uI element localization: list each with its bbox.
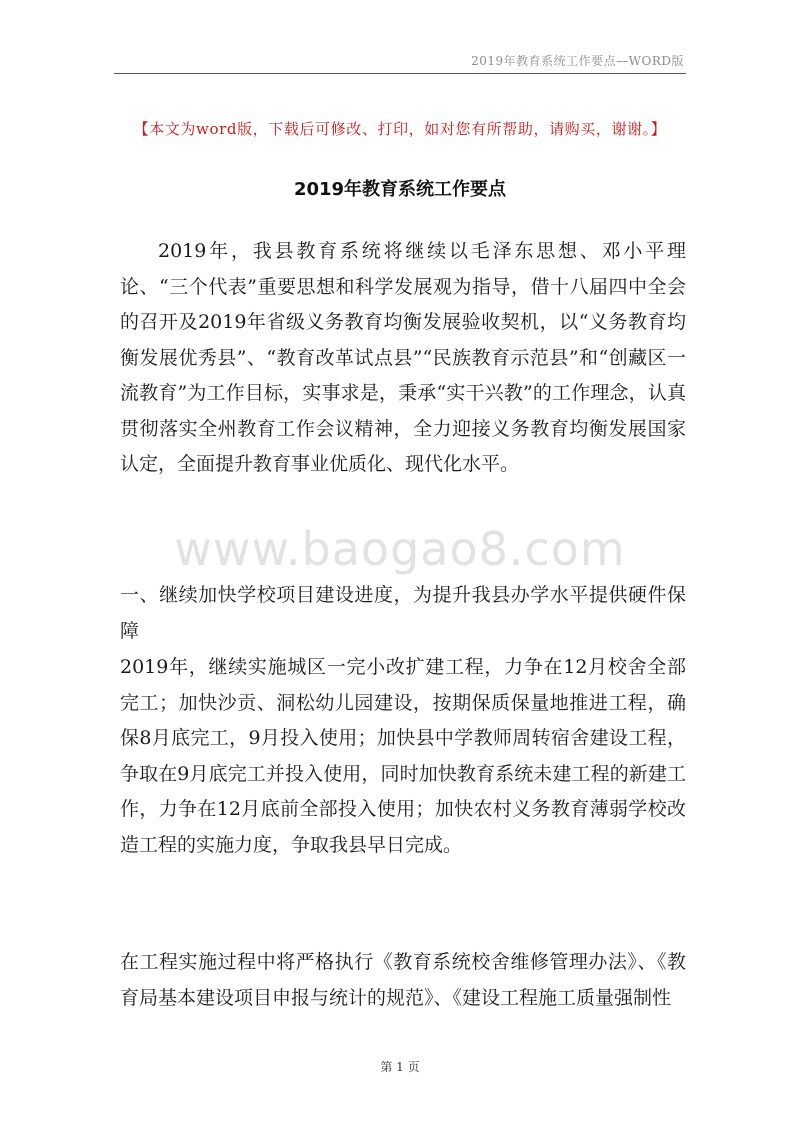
purchase-notice: 【本文为word版，下载后可修改、打印，如对您有所帮助，请购买，谢谢。】 [133,120,667,138]
document-title: 2019年教育系统工作要点 [293,179,507,200]
intro-paragraph: 2019年，我县教育系统将继续以毛泽东思想、邓小平理论、“三个代表”重要思想和科学发展观为指导，借十八届四中全会的召开及2019年省级义务教育均衡发展验收契机，以“义务教育均衡发展优秀县”、“教育改革试点县”“民族教育示范县”和“创藏区一流教育”为工作目标，实事求是，秉承“实干兴教”的工作理念，认真贯彻落实全州教育工作会议精神，全力迎接义务教育均衡发展国家认定，全面提升教育事业优质化、现代化水平。 [120,240,686,475]
body-paragraph: 在工程实施过程中将严格执行《教育系统校舍维修管理办法》、《教育局基本建设项目申报与统计的规范》、《建设工程施工质量强制性 [120,951,686,1009]
section-heading: 一、继续加快学校项目建设进度，为提升我县办学水平提供硬件保障 [120,584,686,642]
page-number: 第 1 页 [380,1060,420,1074]
watermark: www.baogao8.com [174,522,626,576]
running-header: 2019年教育系统工作要点—WORD版 [471,54,684,68]
body-paragraph: 2019年，继续实施城区一完小改扩建工程，力争在12月校舍全部完工；加快沙贡、洞松幼儿园建设，按期保质保量地推进工程，确保8月底完工，9月投入使用；加快县中学教师周转宿舍建设工程，争取在9月底完工并投入使用，同时加快教育系统未建工程的新建工作，力争在12月底前全部投入使用；加快农村义务教育薄弱学校改造工程的实施力度，争取我县早日完成。 [120,656,686,856]
header-divider [114,73,686,74]
